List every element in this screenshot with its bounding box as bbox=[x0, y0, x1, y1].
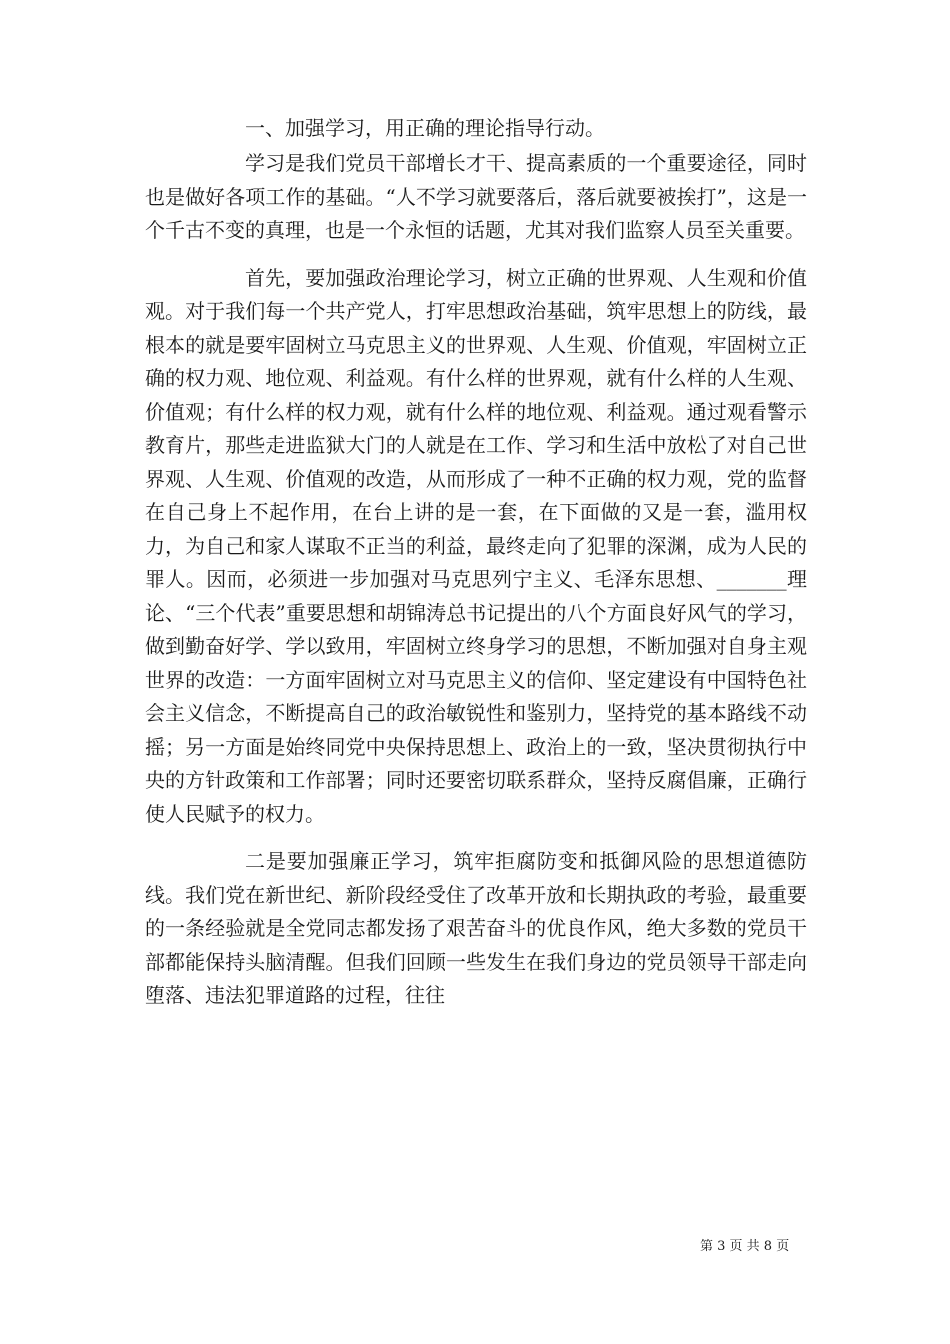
paragraph-integrity-study: 二是要加强廉正学习，筑牢拒腐防变和抵御风险的思想道德防线。我们党在新世纪、新阶段经受住了改革开放和长期执政的考验，最重要的一条经验就是全党同志都发扬了艰苦奋斗的优良作风，绝大多数的党员干部都能保持头脑清醒。但我们回顾一些发生在我们身边的党员领导干部走向堕落、违法犯罪道路的过程，往往 bbox=[145, 849, 807, 1007]
paragraph-study-importance: 学习是我们党员干部增长才干、提高素质的一个重要途径，同时也是做好各项工作的基础。“人不学习就要落后，落后就要被挨打”，这是一个千古不变的真理，也是一个永恒的话题，尤其对我们监察人员至关重要。 bbox=[145, 151, 807, 242]
paragraph-political-theory: 首先，要加强政治理论学习，树立正确的世界观、人生观和价值观。对于我们每一个共产党人，打牢思想政治基础，筑牢思想上的防线，最根本的就是要牢固树立马克思主义的世界观、人生观、价值观，牢固树立正确的权力观、地位观、利益观。有什么样的世界观，就有什么样的人生观、价值观；有什么样的权力观，就有什么样的地位观、利益观。通过观看警示教育片，那些走进监狱大门的人就是在工作、学习和生活中放松了对自己世界观、人生观、价值观的改造，从而形成了一种不正确的权力观，党的监督在自己身上不起作用，在台上讲的是一套，在下面做的又是一套，滥用权力，为自己和家人谋取不正当的利益，最终走向了犯罪的深渊，成为人民的罪人。因而，必须进一步加强对马克思列宁主义、毛泽东思想、_______理论、“三个代表”重要思想和胡锦涛总书记提出的八个方面良好风气的学习，做到勤奋好学、学以致用，牢固树立终身学习的思想，不断加强对自身主观世界的改造：一方面牢固树立对马克思主义的信仰、坚定建设有中国特色社会主义信念，不断提高自己的政治敏锐性和鉴别力，坚持党的基本路线不动摇；另一方面是始终同党中央保持思想上、政治上的一致，坚决贯彻执行中央的方针政策和工作部署；同时还要密切联系群众，坚持反腐倡廉，正确行使人民赋予的权力。 bbox=[145, 265, 807, 826]
section-heading: 一、加强学习，用正确的理论指导行动。 bbox=[245, 116, 605, 140]
document-body bbox=[145, 112, 807, 1013]
page-number-footer: 第 3 页 共 8 页 bbox=[700, 1239, 790, 1254]
